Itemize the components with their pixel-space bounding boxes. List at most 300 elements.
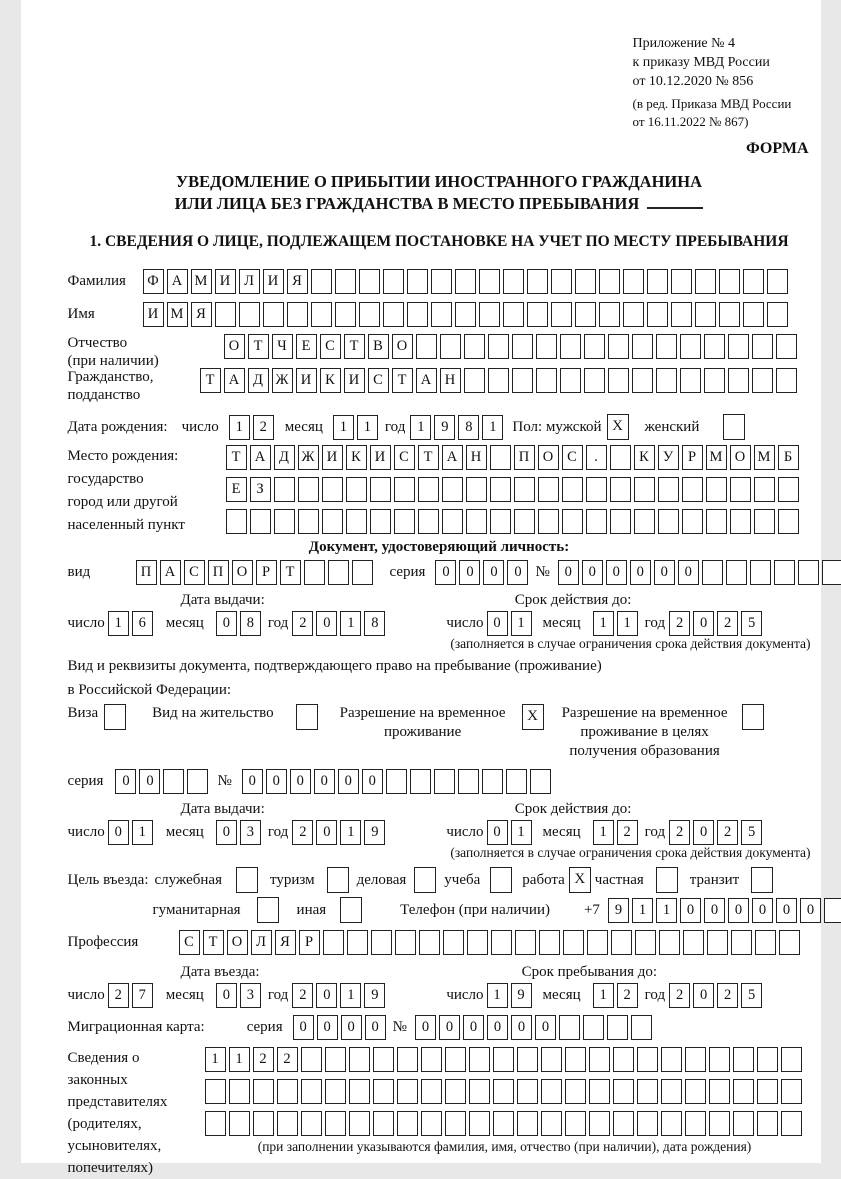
char-box[interactable] <box>421 1111 442 1136</box>
char-box[interactable]: 1 <box>511 611 532 636</box>
char-box[interactable] <box>538 477 559 502</box>
char-box[interactable]: Я <box>191 302 212 327</box>
char-box[interactable]: О <box>730 445 751 470</box>
char-box[interactable]: 7 <box>132 983 153 1008</box>
char-box[interactable]: 9 <box>364 983 385 1008</box>
char-box[interactable]: У <box>658 445 679 470</box>
char-box[interactable]: 3 <box>240 820 261 845</box>
char-box[interactable]: 0 <box>728 898 749 923</box>
char-box[interactable]: 0 <box>266 769 287 794</box>
char-box[interactable]: 1 <box>487 983 508 1008</box>
char-box[interactable] <box>229 1079 250 1104</box>
char-box[interactable]: 2 <box>292 820 313 845</box>
char-box[interactable]: 1 <box>357 415 378 440</box>
char-box[interactable] <box>551 302 572 327</box>
char-box[interactable]: 0 <box>776 898 797 923</box>
char-box[interactable] <box>464 334 485 359</box>
char-box[interactable] <box>743 302 764 327</box>
char-box[interactable] <box>685 1047 706 1072</box>
purpose-work-checkbox[interactable]: X <box>569 867 591 893</box>
char-box[interactable]: 0 <box>290 769 311 794</box>
char-box[interactable] <box>418 477 439 502</box>
char-box[interactable] <box>752 368 773 393</box>
char-box[interactable] <box>589 1111 610 1136</box>
char-box[interactable] <box>253 1111 274 1136</box>
char-box[interactable] <box>373 1079 394 1104</box>
char-box[interactable]: 0 <box>459 560 480 585</box>
char-box[interactable] <box>418 509 439 534</box>
char-box[interactable]: К <box>320 368 341 393</box>
char-box[interactable]: Р <box>299 930 320 955</box>
char-box[interactable]: 0 <box>800 898 821 923</box>
char-box[interactable]: П <box>208 560 229 585</box>
char-box[interactable]: Т <box>418 445 439 470</box>
char-box[interactable]: И <box>344 368 365 393</box>
char-box[interactable] <box>671 302 692 327</box>
char-box[interactable] <box>613 1111 634 1136</box>
char-box[interactable]: 1 <box>511 820 532 845</box>
char-box[interactable]: А <box>442 445 463 470</box>
char-box[interactable] <box>733 1047 754 1072</box>
char-box[interactable] <box>779 930 800 955</box>
char-box[interactable] <box>560 368 581 393</box>
char-box[interactable] <box>466 509 487 534</box>
char-box[interactable]: 0 <box>439 1015 460 1040</box>
char-box[interactable] <box>613 1047 634 1072</box>
char-box[interactable] <box>706 509 727 534</box>
char-box[interactable]: Р <box>256 560 277 585</box>
char-box[interactable]: М <box>167 302 188 327</box>
char-box[interactable]: З <box>250 477 271 502</box>
char-box[interactable]: 2 <box>717 820 738 845</box>
char-box[interactable] <box>301 1079 322 1104</box>
char-box[interactable]: 0 <box>678 560 699 585</box>
char-box[interactable] <box>607 1015 628 1040</box>
char-box[interactable] <box>778 477 799 502</box>
char-box[interactable]: 0 <box>558 560 579 585</box>
char-box[interactable] <box>514 477 535 502</box>
char-box[interactable] <box>434 769 455 794</box>
char-box[interactable]: 0 <box>365 1015 386 1040</box>
char-box[interactable] <box>733 1079 754 1104</box>
char-box[interactable]: Я <box>275 930 296 955</box>
char-box[interactable]: 0 <box>693 820 714 845</box>
char-box[interactable] <box>584 334 605 359</box>
char-box[interactable]: И <box>215 269 236 294</box>
char-box[interactable] <box>373 1047 394 1072</box>
char-box[interactable] <box>455 302 476 327</box>
char-box[interactable]: Е <box>296 334 317 359</box>
char-box[interactable] <box>635 930 656 955</box>
char-box[interactable]: А <box>160 560 181 585</box>
char-box[interactable] <box>726 560 747 585</box>
char-box[interactable] <box>680 368 701 393</box>
char-box[interactable]: 1 <box>333 415 354 440</box>
char-box[interactable]: 9 <box>434 415 455 440</box>
char-box[interactable] <box>656 368 677 393</box>
char-box[interactable] <box>347 930 368 955</box>
char-box[interactable] <box>781 1111 802 1136</box>
char-box[interactable] <box>637 1079 658 1104</box>
char-box[interactable] <box>274 477 295 502</box>
char-box[interactable]: 0 <box>341 1015 362 1040</box>
char-box[interactable] <box>229 1111 250 1136</box>
char-box[interactable] <box>482 769 503 794</box>
char-box[interactable]: 0 <box>293 1015 314 1040</box>
char-box[interactable]: 0 <box>752 898 773 923</box>
char-box[interactable] <box>608 334 629 359</box>
char-box[interactable] <box>661 1047 682 1072</box>
purpose-private-checkbox[interactable] <box>656 867 678 893</box>
char-box[interactable]: Е <box>226 477 247 502</box>
char-box[interactable] <box>397 1047 418 1072</box>
char-box[interactable] <box>443 930 464 955</box>
char-box[interactable]: О <box>392 334 413 359</box>
char-box[interactable] <box>479 269 500 294</box>
char-box[interactable] <box>757 1047 778 1072</box>
char-box[interactable] <box>767 269 788 294</box>
char-box[interactable] <box>394 509 415 534</box>
char-box[interactable] <box>445 1111 466 1136</box>
char-box[interactable] <box>349 1079 370 1104</box>
char-box[interactable] <box>407 269 428 294</box>
char-box[interactable] <box>301 1047 322 1072</box>
char-box[interactable] <box>466 477 487 502</box>
char-box[interactable]: 1 <box>340 820 361 845</box>
char-box[interactable]: 2 <box>292 611 313 636</box>
char-box[interactable] <box>695 302 716 327</box>
char-box[interactable] <box>613 1079 634 1104</box>
char-box[interactable]: И <box>370 445 391 470</box>
char-box[interactable] <box>383 269 404 294</box>
char-box[interactable]: 0 <box>487 820 508 845</box>
char-box[interactable] <box>781 1079 802 1104</box>
char-box[interactable]: Т <box>203 930 224 955</box>
char-box[interactable]: 0 <box>317 1015 338 1040</box>
char-box[interactable]: 0 <box>139 769 160 794</box>
char-box[interactable]: 2 <box>253 415 274 440</box>
char-box[interactable]: В <box>368 334 389 359</box>
char-box[interactable]: Т <box>200 368 221 393</box>
char-box[interactable] <box>311 269 332 294</box>
char-box[interactable] <box>346 477 367 502</box>
char-box[interactable]: 2 <box>669 820 690 845</box>
char-box[interactable]: К <box>346 445 367 470</box>
char-box[interactable] <box>277 1079 298 1104</box>
char-box[interactable] <box>647 302 668 327</box>
char-box[interactable] <box>709 1111 730 1136</box>
char-box[interactable] <box>659 930 680 955</box>
char-box[interactable] <box>752 334 773 359</box>
char-box[interactable] <box>702 560 723 585</box>
char-box[interactable]: С <box>394 445 415 470</box>
char-box[interactable] <box>707 930 728 955</box>
char-box[interactable] <box>575 269 596 294</box>
purpose-business-checkbox[interactable] <box>414 867 436 893</box>
purpose-study-checkbox[interactable] <box>490 867 512 893</box>
char-box[interactable]: 0 <box>693 611 714 636</box>
char-box[interactable] <box>349 1111 370 1136</box>
char-box[interactable] <box>493 1047 514 1072</box>
char-box[interactable] <box>187 769 208 794</box>
char-box[interactable] <box>359 302 380 327</box>
char-box[interactable]: Л <box>251 930 272 955</box>
char-box[interactable] <box>798 560 819 585</box>
char-box[interactable] <box>503 269 524 294</box>
residence-permit-checkbox[interactable] <box>296 704 318 730</box>
char-box[interactable]: М <box>706 445 727 470</box>
char-box[interactable]: 3 <box>240 983 261 1008</box>
char-box[interactable]: 2 <box>717 983 738 1008</box>
char-box[interactable] <box>359 269 380 294</box>
char-box[interactable] <box>490 509 511 534</box>
char-box[interactable] <box>565 1111 586 1136</box>
char-box[interactable] <box>781 1047 802 1072</box>
char-box[interactable]: 2 <box>617 983 638 1008</box>
char-box[interactable] <box>322 509 343 534</box>
char-box[interactable] <box>661 1079 682 1104</box>
char-box[interactable]: 0 <box>463 1015 484 1040</box>
char-box[interactable] <box>583 1015 604 1040</box>
char-box[interactable]: О <box>224 334 245 359</box>
char-box[interactable]: 2 <box>108 983 129 1008</box>
char-box[interactable]: И <box>296 368 317 393</box>
char-box[interactable] <box>541 1047 562 1072</box>
char-box[interactable] <box>394 477 415 502</box>
char-box[interactable] <box>656 334 677 359</box>
char-box[interactable]: 0 <box>108 820 129 845</box>
char-box[interactable]: Ж <box>272 368 293 393</box>
char-box[interactable] <box>586 509 607 534</box>
char-box[interactable] <box>325 1047 346 1072</box>
char-box[interactable] <box>536 334 557 359</box>
char-box[interactable]: 0 <box>216 983 237 1008</box>
char-box[interactable] <box>395 930 416 955</box>
char-box[interactable]: 1 <box>593 820 614 845</box>
char-box[interactable] <box>352 560 373 585</box>
char-box[interactable] <box>611 930 632 955</box>
char-box[interactable]: А <box>250 445 271 470</box>
char-box[interactable] <box>563 930 584 955</box>
char-box[interactable]: Д <box>248 368 269 393</box>
char-box[interactable] <box>373 1111 394 1136</box>
char-box[interactable] <box>538 509 559 534</box>
char-box[interactable]: 1 <box>340 611 361 636</box>
char-box[interactable] <box>728 334 749 359</box>
char-box[interactable] <box>421 1079 442 1104</box>
char-box[interactable] <box>599 269 620 294</box>
char-box[interactable] <box>469 1047 490 1072</box>
char-box[interactable] <box>565 1047 586 1072</box>
char-box[interactable] <box>410 769 431 794</box>
char-box[interactable] <box>431 269 452 294</box>
char-box[interactable] <box>647 269 668 294</box>
char-box[interactable] <box>719 302 740 327</box>
char-box[interactable]: М <box>754 445 775 470</box>
char-box[interactable] <box>503 302 524 327</box>
char-box[interactable] <box>560 334 581 359</box>
char-box[interactable]: С <box>179 930 200 955</box>
char-box[interactable] <box>623 269 644 294</box>
char-box[interactable]: Т <box>344 334 365 359</box>
char-box[interactable]: Ф <box>143 269 164 294</box>
char-box[interactable] <box>539 930 560 955</box>
char-box[interactable] <box>445 1079 466 1104</box>
char-box[interactable] <box>658 477 679 502</box>
char-box[interactable] <box>491 930 512 955</box>
char-box[interactable] <box>551 269 572 294</box>
char-box[interactable] <box>517 1047 538 1072</box>
char-box[interactable] <box>311 302 332 327</box>
char-box[interactable]: Т <box>280 560 301 585</box>
char-box[interactable]: 0 <box>216 820 237 845</box>
char-box[interactable]: К <box>634 445 655 470</box>
char-box[interactable]: 5 <box>741 611 762 636</box>
char-box[interactable] <box>490 445 511 470</box>
char-box[interactable] <box>730 477 751 502</box>
char-box[interactable] <box>562 477 583 502</box>
char-box[interactable]: 1 <box>593 983 614 1008</box>
char-box[interactable] <box>731 930 752 955</box>
char-box[interactable]: Д <box>274 445 295 470</box>
char-box[interactable] <box>287 302 308 327</box>
char-box[interactable]: Л <box>239 269 260 294</box>
char-box[interactable]: С <box>368 368 389 393</box>
char-box[interactable]: 1 <box>205 1047 226 1072</box>
char-box[interactable]: С <box>320 334 341 359</box>
char-box[interactable] <box>205 1079 226 1104</box>
temp-residence-checkbox[interactable]: X <box>522 704 544 730</box>
char-box[interactable]: 1 <box>410 415 431 440</box>
char-box[interactable]: 0 <box>362 769 383 794</box>
char-box[interactable] <box>634 477 655 502</box>
char-box[interactable]: 0 <box>487 1015 508 1040</box>
char-box[interactable] <box>824 898 841 923</box>
char-box[interactable]: 8 <box>240 611 261 636</box>
char-box[interactable] <box>440 334 461 359</box>
char-box[interactable] <box>349 1047 370 1072</box>
char-box[interactable]: 2 <box>717 611 738 636</box>
char-box[interactable]: 0 <box>535 1015 556 1040</box>
char-box[interactable] <box>298 477 319 502</box>
char-box[interactable] <box>383 302 404 327</box>
char-box[interactable]: 0 <box>115 769 136 794</box>
char-box[interactable]: 2 <box>292 983 313 1008</box>
char-box[interactable]: 1 <box>593 611 614 636</box>
char-box[interactable] <box>530 769 551 794</box>
temp-residence-edu-checkbox[interactable] <box>742 704 764 730</box>
char-box[interactable]: 6 <box>132 611 153 636</box>
purpose-transit-checkbox[interactable] <box>751 867 773 893</box>
char-box[interactable] <box>776 334 797 359</box>
char-box[interactable]: 1 <box>132 820 153 845</box>
char-box[interactable] <box>467 930 488 955</box>
char-box[interactable] <box>704 368 725 393</box>
char-box[interactable] <box>527 302 548 327</box>
char-box[interactable]: 0 <box>338 769 359 794</box>
char-box[interactable] <box>589 1079 610 1104</box>
char-box[interactable] <box>445 1047 466 1072</box>
char-box[interactable] <box>488 334 509 359</box>
char-box[interactable]: 2 <box>669 983 690 1008</box>
char-box[interactable] <box>754 509 775 534</box>
char-box[interactable]: 9 <box>511 983 532 1008</box>
char-box[interactable] <box>493 1111 514 1136</box>
char-box[interactable] <box>632 334 653 359</box>
char-box[interactable] <box>610 477 631 502</box>
char-box[interactable] <box>683 930 704 955</box>
char-box[interactable] <box>325 1111 346 1136</box>
char-box[interactable]: 0 <box>435 560 456 585</box>
char-box[interactable] <box>661 1111 682 1136</box>
char-box[interactable] <box>743 269 764 294</box>
char-box[interactable]: О <box>227 930 248 955</box>
char-box[interactable] <box>778 509 799 534</box>
char-box[interactable] <box>706 477 727 502</box>
char-box[interactable] <box>335 302 356 327</box>
char-box[interactable]: 0 <box>630 560 651 585</box>
char-box[interactable] <box>215 302 236 327</box>
char-box[interactable]: 1 <box>656 898 677 923</box>
char-box[interactable]: 1 <box>108 611 129 636</box>
char-box[interactable]: 5 <box>741 820 762 845</box>
char-box[interactable] <box>586 477 607 502</box>
char-box[interactable] <box>733 1111 754 1136</box>
char-box[interactable] <box>469 1111 490 1136</box>
char-box[interactable] <box>277 1111 298 1136</box>
char-box[interactable] <box>623 302 644 327</box>
purpose-official-checkbox[interactable] <box>236 867 258 893</box>
char-box[interactable] <box>562 509 583 534</box>
purpose-humanitarian-checkbox[interactable] <box>257 897 279 923</box>
char-box[interactable] <box>386 769 407 794</box>
char-box[interactable] <box>512 334 533 359</box>
char-box[interactable]: А <box>224 368 245 393</box>
char-box[interactable] <box>719 269 740 294</box>
char-box[interactable]: Б <box>778 445 799 470</box>
char-box[interactable] <box>584 368 605 393</box>
char-box[interactable] <box>335 269 356 294</box>
purpose-tourism-checkbox[interactable] <box>327 867 349 893</box>
char-box[interactable] <box>589 1047 610 1072</box>
char-box[interactable]: 0 <box>316 611 337 636</box>
char-box[interactable]: 2 <box>253 1047 274 1072</box>
char-box[interactable] <box>565 1079 586 1104</box>
char-box[interactable] <box>536 368 557 393</box>
char-box[interactable]: 0 <box>680 898 701 923</box>
purpose-other-checkbox[interactable] <box>340 897 362 923</box>
char-box[interactable] <box>685 1111 706 1136</box>
char-box[interactable]: 1 <box>617 611 638 636</box>
char-box[interactable] <box>464 368 485 393</box>
char-box[interactable] <box>226 509 247 534</box>
char-box[interactable] <box>455 269 476 294</box>
char-box[interactable]: 2 <box>669 611 690 636</box>
char-box[interactable]: 2 <box>617 820 638 845</box>
char-box[interactable]: 0 <box>316 820 337 845</box>
char-box[interactable] <box>608 368 629 393</box>
char-box[interactable] <box>421 1047 442 1072</box>
char-box[interactable] <box>163 769 184 794</box>
char-box[interactable]: А <box>167 269 188 294</box>
char-box[interactable]: 1 <box>632 898 653 923</box>
char-box[interactable]: О <box>538 445 559 470</box>
char-box[interactable] <box>407 302 428 327</box>
char-box[interactable] <box>822 560 841 585</box>
char-box[interactable] <box>541 1079 562 1104</box>
char-box[interactable]: 0 <box>654 560 675 585</box>
char-box[interactable] <box>774 560 795 585</box>
